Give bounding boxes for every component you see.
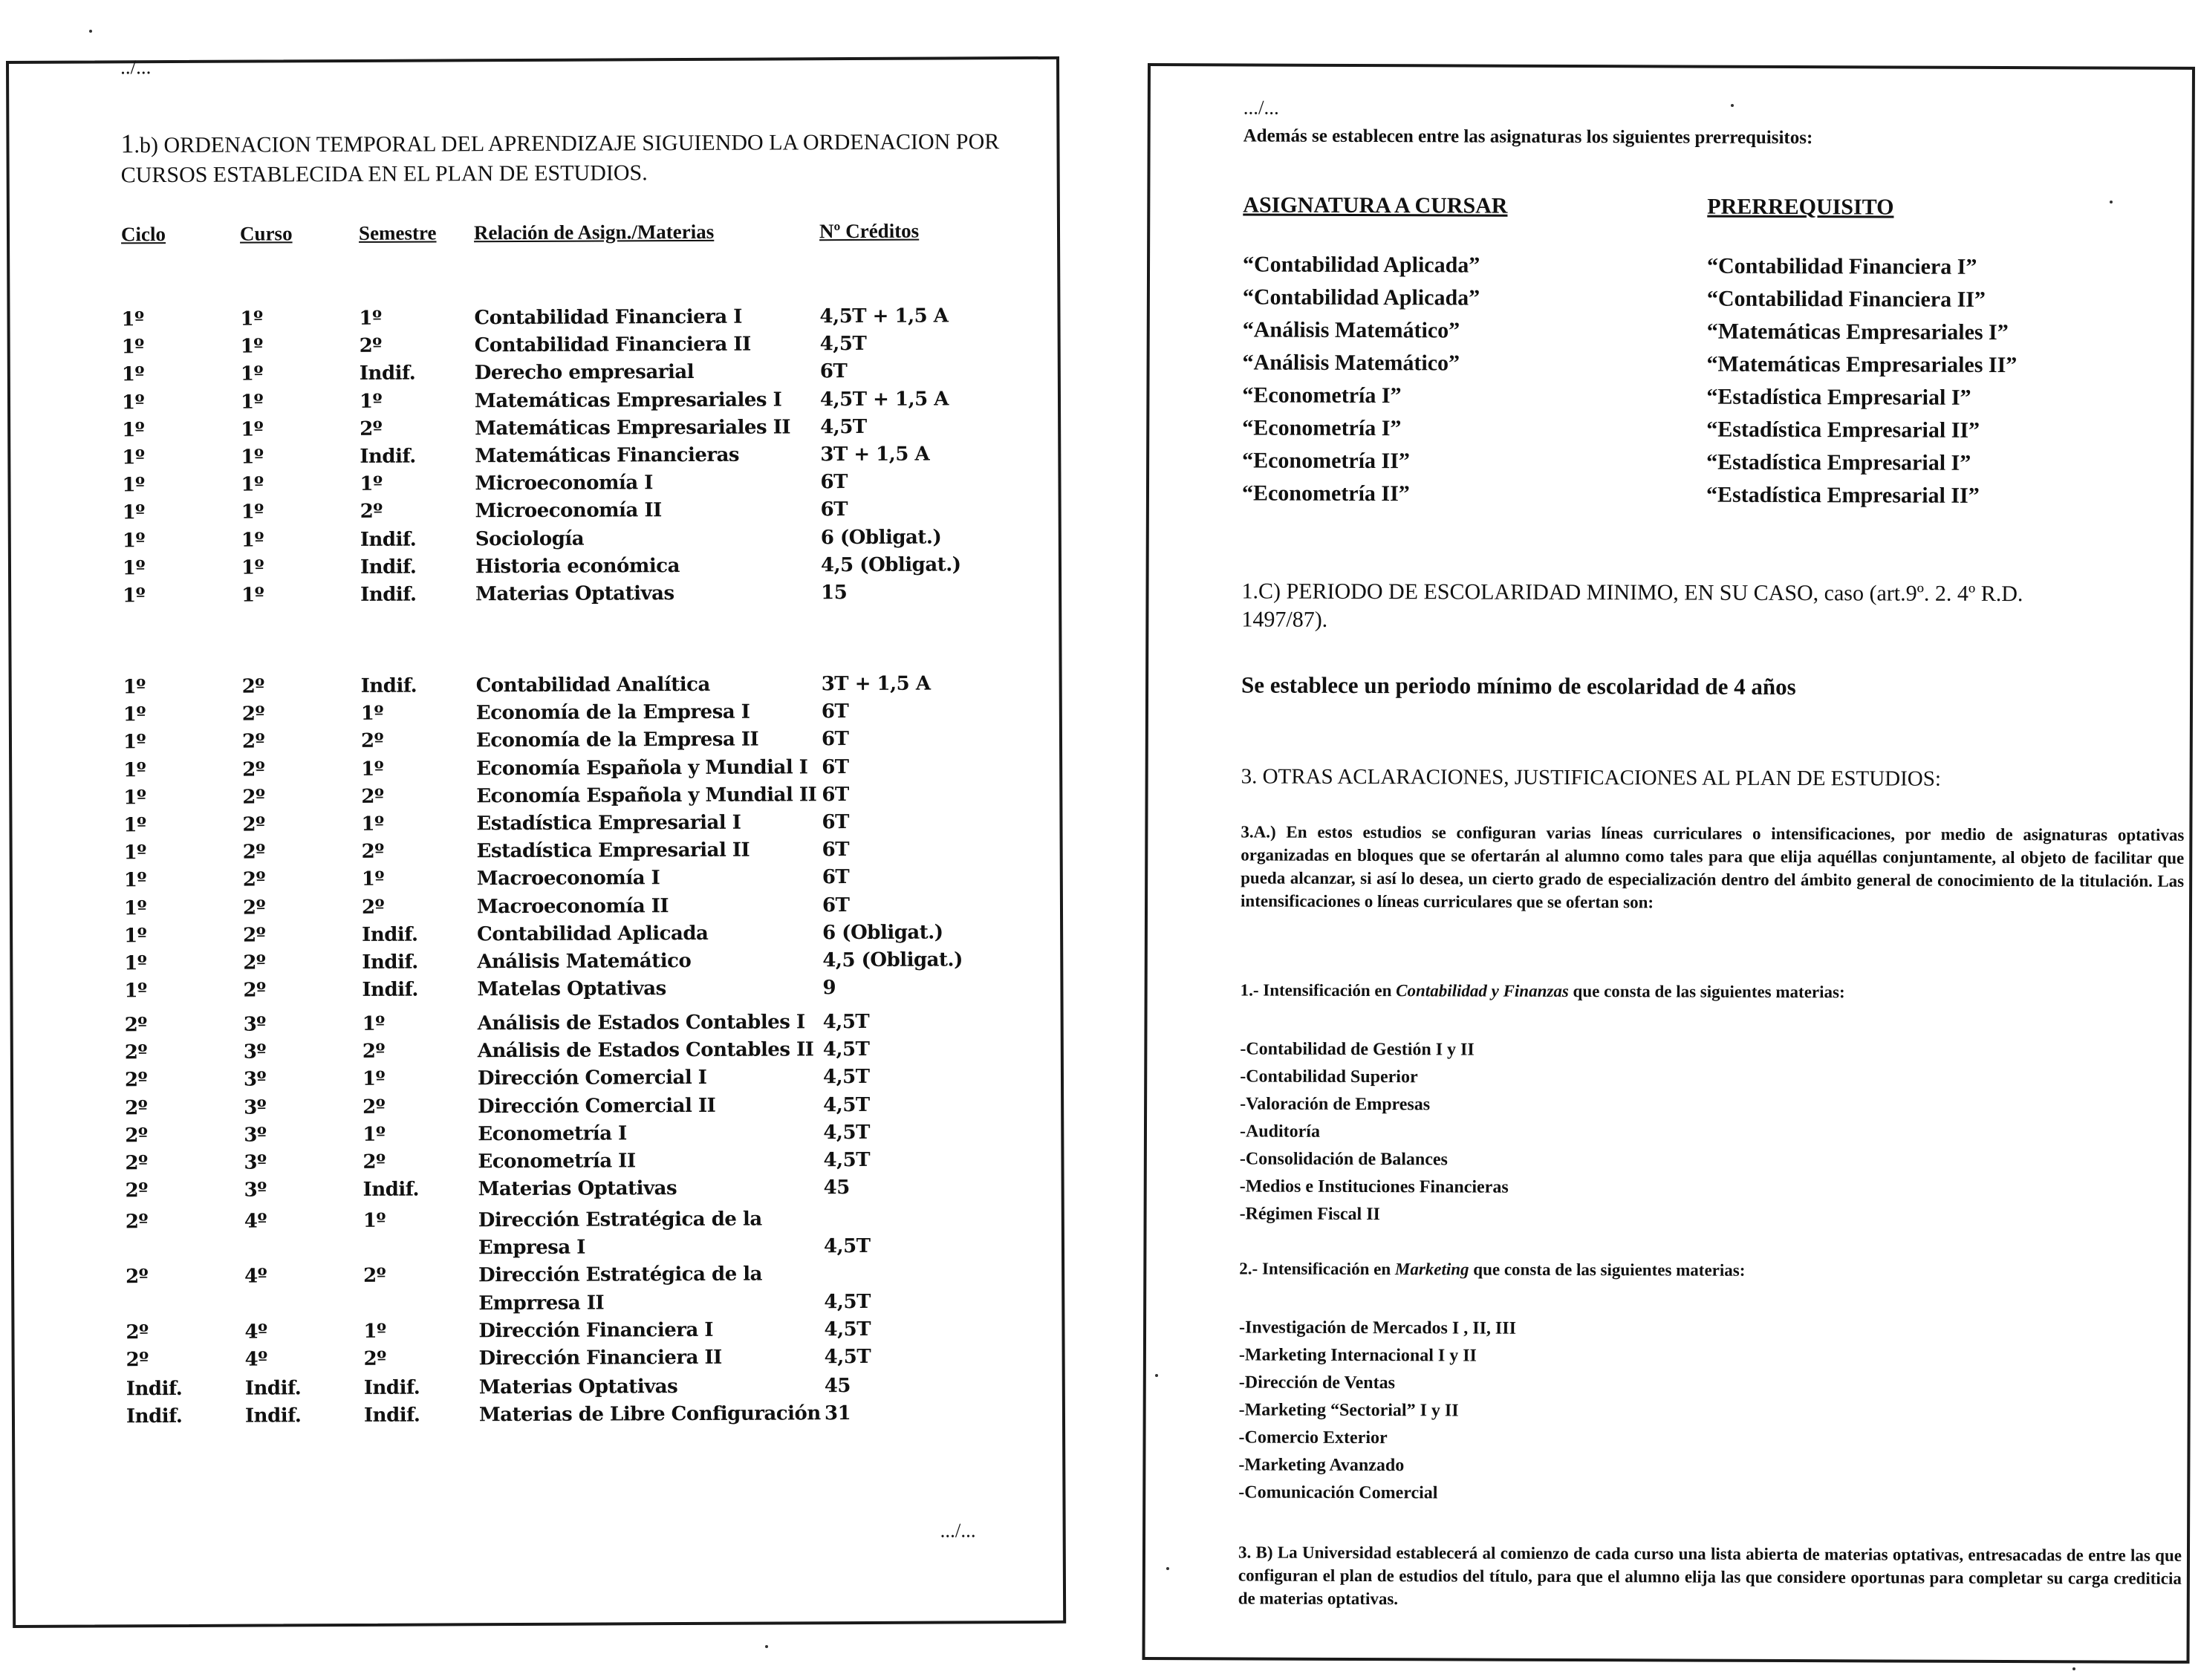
cell-asignatura: Matemáticas Empresariales I <box>474 388 782 412</box>
continuation-mark-bottom: .../... <box>940 1519 976 1542</box>
intensification-1-name: Contabilidad y Finanzas <box>1396 981 1569 1000</box>
header-ciclo: Ciclo <box>120 223 166 246</box>
cell-ciclo: 1º <box>121 363 145 386</box>
cell-semestre: Indif. <box>360 556 417 579</box>
cell-asignatura: Historia económica <box>475 554 680 579</box>
cell-ciclo: 1º <box>122 501 145 524</box>
cell-creditos: 4,5T <box>823 1093 870 1116</box>
intensification-2-title <box>1239 1254 1745 1283</box>
cell-semestre: 1º <box>359 390 383 413</box>
cell-asignatura: Economía de la Empresa II <box>475 728 759 752</box>
cell-ciclo: 2º <box>126 1349 149 1372</box>
table-row <box>12 783 1059 814</box>
cell-curso: 2º <box>243 951 266 974</box>
cell-creditos: 45 <box>823 1176 850 1199</box>
cell-curso: 1º <box>241 556 264 579</box>
cell-asignatura: Contabilidad Aplicada <box>477 922 709 946</box>
table-row <box>15 1345 1062 1376</box>
cell-ciclo: 1º <box>122 529 145 552</box>
scan-speck <box>765 1645 768 1648</box>
cell-ciclo: 2º <box>125 1096 148 1119</box>
cell-creditos: 6T <box>822 839 850 862</box>
cell-semestre: Indif. <box>360 445 416 468</box>
cell-ciclo: 2º <box>124 1069 148 1092</box>
cell-curso: 2º <box>241 730 265 754</box>
table-row <box>12 727 1059 758</box>
list-item: -Medios e Instituciones Financieras <box>1239 1176 1509 1197</box>
cell-creditos: 3T + 1,5 A <box>820 443 930 466</box>
table-row <box>13 1010 1061 1041</box>
right-document-page <box>1142 63 2194 1664</box>
section-3-title: 3. OTRAS ACLARACIONES, JUSTIFICACIONES AL PLAN DE ESTUDIOS: <box>1241 764 1942 791</box>
cell-curso: 2º <box>242 896 266 919</box>
cell-semestre: Indif. <box>360 583 417 606</box>
cell-asignatura: Dirección Estratégica de la <box>478 1263 763 1287</box>
cell-semestre: 1º <box>362 1012 385 1035</box>
header-creditos: Nº Créditos <box>819 219 920 243</box>
cell-curso: 1º <box>241 446 264 469</box>
cell-curso: 1º <box>241 501 264 524</box>
cell-asignatura: Economía Española y Mundial I <box>476 755 808 780</box>
cell-semestre: Indif. <box>362 923 418 946</box>
cell-creditos: 4,5T <box>822 1038 870 1061</box>
cell-asignatura: Econometría II <box>478 1150 636 1173</box>
cell-creditos: 6T <box>822 866 850 889</box>
header-prerrequisito: PRERREQUISITO <box>1707 194 1894 220</box>
cell-ciclo: 1º <box>123 814 146 837</box>
left-document-page <box>6 56 1066 1628</box>
cell-semestre: 2º <box>360 417 383 440</box>
table-row <box>13 976 1060 1007</box>
intensification-2-suffix: que consta de las siguientes materias: <box>1469 1260 1746 1280</box>
cell-ciclo: 1º <box>124 980 147 1003</box>
intensification-1-list <box>1240 1035 1509 1228</box>
cell-asignatura: Análisis Matemático <box>477 949 692 974</box>
table-row <box>13 948 1060 980</box>
cell-creditos: 6 (Obligat.) <box>820 526 942 549</box>
scan-speck <box>2072 1667 2075 1670</box>
table-row <box>13 1148 1061 1179</box>
intensification-2-prefix: 2.- Intensificación en <box>1239 1259 1395 1279</box>
prereq-subject: “Econometría I” <box>1242 382 1402 408</box>
cell-creditos: 4,5T <box>823 1148 871 1172</box>
cell-ciclo: 2º <box>124 1014 147 1037</box>
cell-asignatura: Matelas Optativas <box>477 977 666 1001</box>
table-row <box>12 700 1059 731</box>
section-heading-number: 1 <box>120 128 134 159</box>
cell-curso: 1º <box>241 473 264 496</box>
cell-curso: Indif. <box>244 1404 302 1427</box>
cell-creditos: 45 <box>824 1375 851 1398</box>
list-item: -Comunicación Comercial <box>1238 1482 1438 1503</box>
table-row <box>13 838 1060 869</box>
cell-creditos: 4,5T <box>822 1066 870 1089</box>
header-curso: Curso <box>239 222 293 245</box>
cell-asignatura: Materias Optativas <box>478 1375 678 1399</box>
cell-curso: 1º <box>241 418 264 441</box>
cell-semestre: 2º <box>363 1150 386 1173</box>
cell-asignatura: Dirección Comercial II <box>478 1094 716 1118</box>
cell-ciclo: 1º <box>122 474 145 497</box>
cell-creditos: 4,5T + 1,5 A <box>819 388 949 411</box>
table-row <box>10 332 1058 363</box>
cell-ciclo: 1º <box>123 703 146 726</box>
table-row <box>13 921 1060 952</box>
cell-semestre: 2º <box>361 785 384 808</box>
cell-creditos: 6T <box>821 700 849 723</box>
table-row <box>13 865 1060 896</box>
prereq-requirement: “Estadística Empresarial I” <box>1706 384 1971 410</box>
cell-ciclo: 2º <box>124 1041 147 1064</box>
cell-semestre: 1º <box>360 472 383 496</box>
cell-asignatura: Econometría I <box>478 1122 627 1146</box>
cell-creditos: 9 <box>822 977 836 1000</box>
cell-semestre: 2º <box>360 730 384 753</box>
cell-creditos: 6T <box>820 471 848 494</box>
prereq-subject: “Econometría II” <box>1242 448 1411 474</box>
cell-creditos: 31 <box>824 1402 851 1425</box>
continuation-mark-top: ../... <box>120 56 152 79</box>
table-row <box>11 525 1059 556</box>
cell-asignatura: Análisis de Estados Contables II <box>477 1038 814 1063</box>
list-item: -Valoración de Empresas <box>1240 1094 1431 1115</box>
cell-creditos: 4,5T + 1,5 A <box>819 305 949 328</box>
table-row <box>13 1121 1061 1152</box>
cell-asignatura: Dirección Financiera II <box>478 1346 722 1370</box>
cell-creditos: 6T <box>822 755 849 778</box>
cell-creditos: 4,5T <box>824 1318 871 1341</box>
cell-creditos: 3T + 1,5 A <box>821 672 931 696</box>
table-row <box>12 810 1059 841</box>
cell-curso: 3º <box>244 1124 267 1147</box>
cell-asignatura: Estadística Empresarial II <box>476 839 750 863</box>
cell-creditos: 6T <box>820 498 848 521</box>
cell-asignatura: Dirección Financiera I <box>478 1318 714 1343</box>
cell-ciclo: 1º <box>122 446 145 469</box>
table-row <box>14 1234 1062 1266</box>
list-item: -Contabilidad Superior <box>1240 1067 1418 1087</box>
intensification-2-name: Marketing <box>1394 1260 1469 1279</box>
cell-semestre: Indif. <box>360 674 417 697</box>
cell-curso: 3º <box>244 1096 267 1119</box>
cell-curso: 3º <box>243 1068 267 1092</box>
cell-curso: 3º <box>244 1151 267 1174</box>
cell-creditos: 4,5T <box>823 1235 871 1258</box>
cell-ciclo: 2º <box>125 1152 148 1175</box>
list-item: -Marketing Avanzado <box>1238 1455 1405 1476</box>
table-row <box>10 415 1058 446</box>
cell-creditos: 4,5T <box>820 415 867 439</box>
header-semestre: Semestre <box>358 221 437 244</box>
cell-ciclo: 1º <box>123 585 146 608</box>
cell-semestre: 1º <box>363 1123 386 1146</box>
table-row <box>10 470 1058 501</box>
cell-asignatura: Materias de Libre Configuración <box>478 1402 821 1427</box>
cell-creditos: 6T <box>819 360 848 383</box>
cell-ciclo: 1º <box>121 308 144 331</box>
cell-semestre: 2º <box>363 1347 386 1370</box>
cell-asignatura: Materias Optativas <box>478 1177 677 1201</box>
cell-semestre: Indif. <box>363 1178 420 1202</box>
prereq-requirement: “Contabilidad Financiera II” <box>1706 286 1986 312</box>
cell-semestre: Indif. <box>363 1376 420 1399</box>
cell-curso: 2º <box>242 841 265 864</box>
table-row <box>15 1374 1062 1405</box>
prerequisites-intro: Además se establecen entre las asignaturas los siguientes prerrequisitos: <box>1243 126 1813 149</box>
cell-curso: 2º <box>241 675 264 698</box>
cell-creditos: 4,5T <box>823 1121 870 1145</box>
cell-curso: 1º <box>241 529 264 552</box>
cell-ciclo: 1º <box>121 391 145 414</box>
cell-ciclo: 2º <box>125 1179 148 1202</box>
cell-creditos: 6T <box>822 811 850 834</box>
cell-semestre: 2º <box>359 334 382 358</box>
cell-asignatura: Microeconomía II <box>475 499 662 523</box>
cell-ciclo: Indif. <box>126 1405 183 1428</box>
scan-speck <box>1155 1374 1158 1377</box>
cell-curso: 3º <box>244 1179 267 1202</box>
list-item: -Comercio Exterior <box>1238 1427 1388 1448</box>
table-row <box>10 443 1058 474</box>
list-item: -Consolidación de Balances <box>1239 1149 1448 1170</box>
table-row <box>14 1318 1062 1349</box>
cell-ciclo: 2º <box>126 1266 149 1289</box>
table-row <box>10 387 1058 418</box>
cell-curso: 1º <box>240 335 263 358</box>
scan-speck <box>2110 201 2113 204</box>
cell-ciclo: 1º <box>123 758 146 781</box>
table-row <box>14 1262 1062 1293</box>
cell-creditos: 4,5T <box>824 1290 871 1313</box>
cell-curso: 2º <box>241 703 265 726</box>
cell-semestre: Indif. <box>363 1404 420 1427</box>
cell-semestre: 2º <box>361 896 385 919</box>
cell-curso: 3º <box>243 1041 266 1064</box>
table-row <box>14 1176 1062 1207</box>
section-3b-paragraph: 3. B) La Universidad establecerá al comienzo de cada curso una lista abierta de materias optativas, entresacadas de entre las que configuran el plan de estudios del título, para que el alumno elija las que considere oportunas para completar su carga crediticia de materias optativas. <box>1238 1543 2182 1609</box>
prereq-requirement: “Estadística Empresarial II” <box>1706 482 1980 508</box>
cell-asignatura: Contabilidad Financiera I <box>474 305 742 330</box>
cell-asignatura: Economía de la Empresa I <box>475 700 750 725</box>
cell-asignatura: Contabilidad Financiera II <box>474 333 751 357</box>
cell-asignatura: Empresa I <box>478 1236 585 1260</box>
prereq-subject: “Econometría I” <box>1242 415 1402 441</box>
cell-semestre: Indif. <box>362 978 418 1002</box>
list-item: -Dirección de Ventas <box>1238 1373 1396 1393</box>
cell-curso: 1º <box>240 391 264 414</box>
cell-ciclo: 1º <box>122 418 145 442</box>
scan-speck <box>1731 104 1734 107</box>
cell-asignatura: Economía Española y Mundial II <box>476 784 817 808</box>
cell-creditos: 4,5 (Obligat.) <box>820 553 961 577</box>
cell-semestre: 2º <box>361 840 384 864</box>
table-row <box>14 1289 1062 1321</box>
cell-semestre: 2º <box>360 501 383 524</box>
cell-ciclo: 2º <box>125 1211 148 1234</box>
list-item: -Contabilidad de Gestión I y II <box>1240 1039 1475 1060</box>
cell-curso: 2º <box>243 979 266 1002</box>
cell-semestre: Indif. <box>362 951 418 974</box>
cell-curso: 2º <box>242 758 265 781</box>
prereq-requirement: “Estadística Empresarial I” <box>1706 449 1971 475</box>
cell-asignatura: Microeconomía I <box>475 472 653 495</box>
cell-asignatura: Macroeconomía I <box>476 867 660 891</box>
cell-asignatura: Matemáticas Financieras <box>475 443 740 468</box>
intensification-1-title <box>1241 976 1845 1006</box>
prereq-subject: “Contabilidad Aplicada” <box>1242 284 1480 310</box>
cell-curso: 4º <box>244 1321 267 1344</box>
table-row <box>12 672 1059 703</box>
list-item: -Régimen Fiscal II <box>1239 1204 1380 1225</box>
header-asignatura: Relación de Asign./Materias <box>473 220 715 244</box>
intensification-1-prefix: 1.- Intensificación en <box>1240 980 1397 1000</box>
cell-ciclo: 2º <box>125 1124 148 1147</box>
cell-curso: 1º <box>240 362 264 386</box>
cell-ciclo: 1º <box>123 841 146 865</box>
cell-semestre: 1º <box>361 758 384 781</box>
cell-semestre: 1º <box>360 702 383 726</box>
cell-curso: 2º <box>242 813 265 836</box>
prereq-requirement: “Matemáticas Empresariales I” <box>1706 319 2009 345</box>
section-1c-line2: 1497/87). <box>1241 607 1328 632</box>
table-row <box>12 755 1059 786</box>
prereq-subject: “Análisis Matemático” <box>1242 350 1460 376</box>
cell-creditos: 4,5T <box>822 1010 870 1034</box>
cell-ciclo: 1º <box>123 676 146 699</box>
table-row <box>13 1038 1061 1069</box>
list-item: -Investigación de Mercados I , II, III <box>1239 1318 1517 1338</box>
cell-ciclo: 1º <box>122 556 146 580</box>
prereq-requirement: “Matemáticas Empresariales II” <box>1706 351 2018 378</box>
cell-asignatura: Emprresa II <box>478 1292 605 1315</box>
cell-curso: 4º <box>244 1265 267 1289</box>
prereq-requirement: “Contabilidad Financiera I” <box>1706 253 1977 279</box>
cell-curso: 1º <box>241 584 264 607</box>
cell-asignatura: Sociología <box>475 527 585 550</box>
cell-ciclo: 1º <box>121 336 144 359</box>
cell-asignatura: Dirección Comercial I <box>477 1067 707 1090</box>
cell-semestre: 2º <box>363 1095 386 1119</box>
cell-ciclo: 1º <box>123 731 146 754</box>
cell-creditos: 6T <box>822 783 849 807</box>
cell-ciclo: 1º <box>123 896 147 919</box>
cell-ciclo: 1º <box>123 869 146 892</box>
scan-speck <box>89 30 92 33</box>
cell-ciclo: 1º <box>124 952 147 975</box>
cell-creditos: 4,5T <box>824 1345 871 1369</box>
list-item: -Marketing “Sectorial” I y II <box>1238 1400 1459 1421</box>
prereq-subject: “Econometría II” <box>1241 481 1410 507</box>
cell-semestre: 1º <box>359 307 382 330</box>
cell-asignatura: Derecho empresarial <box>474 361 695 385</box>
table-row <box>11 553 1059 585</box>
table-row <box>13 1093 1061 1124</box>
table-row <box>10 305 1057 336</box>
cell-ciclo: 1º <box>123 786 146 810</box>
cell-asignatura: Estadística Empresarial I <box>476 811 741 836</box>
cell-asignatura: Análisis de Estados Contables I <box>477 1011 805 1035</box>
header-asignatura-a-cursar: ASIGNATURA A CURSAR <box>1243 192 1508 218</box>
minimum-schooling-statement: Se establece un periodo mínimo de escolaridad de 4 años <box>1241 671 1796 700</box>
table-row <box>13 1065 1061 1096</box>
cell-ciclo: 2º <box>126 1321 149 1344</box>
cell-asignatura: Matemáticas Empresariales II <box>475 416 791 440</box>
cell-semestre: 1º <box>361 813 384 836</box>
cell-semestre: Indif. <box>359 362 416 385</box>
cell-semestre: 1º <box>363 1209 386 1232</box>
table-row <box>13 893 1060 924</box>
cell-semestre: 1º <box>363 1320 386 1343</box>
cell-curso: 2º <box>242 786 265 809</box>
intensification-2-list <box>1238 1314 1516 1507</box>
table-row <box>11 581 1059 612</box>
cell-curso: Indif. <box>244 1377 302 1400</box>
cell-creditos: 4,5 (Obligat.) <box>822 948 963 972</box>
prereq-subject: “Análisis Matemático” <box>1242 317 1460 343</box>
list-item: -Marketing Internacional I y II <box>1238 1345 1477 1366</box>
table-row <box>10 359 1058 391</box>
cell-semestre: 1º <box>361 868 384 891</box>
section-3a-paragraph: 3.A.) En estos estudios se configuran varias líneas curriculares o intensificaciones, por medio de asignaturas optativas organizadas en bloques que se ofertarán al alumno como tales para que elija aquéllas conjuntamente, al objeto de facilitar que pueda alcanzar, si así lo desea, un cierto grado de especialización dentro del ámbito general de conocimiento de la titulación. Las intensificaciones o líneas curriculares que se ofertan son: <box>1241 822 2185 912</box>
section-1c-line1: 1.C) PERIODO DE ESCOLARIDAD MINIMO, EN SU CASO, caso (art.9º. 2. 4º R.D. <box>1241 579 2023 607</box>
cell-asignatura: Macroeconomía II <box>476 894 669 918</box>
cell-creditos: 4,5T <box>819 333 867 356</box>
course-schedule-table <box>9 59 1063 1625</box>
cell-curso: 1º <box>240 307 263 331</box>
cell-creditos: 6T <box>822 893 850 916</box>
table-row <box>11 498 1059 529</box>
section-heading-text: .b) ORDENACION TEMPORAL DEL APRENDIZAJE SIGUIENDO LA ORDENACION POR CURSOS ESTABLECIDA EN EL PLAN DE ESTUDIOS. <box>120 129 1000 188</box>
list-item: -Auditoría <box>1239 1121 1321 1142</box>
table-row <box>14 1207 1062 1238</box>
cell-creditos: 15 <box>821 582 848 605</box>
table-row <box>15 1401 1062 1433</box>
prereq-requirement: “Estadística Empresarial II” <box>1706 417 1980 443</box>
cell-curso: 4º <box>244 1348 267 1371</box>
cell-semestre: Indif. <box>360 528 417 551</box>
cell-semestre: 1º <box>362 1068 386 1091</box>
cell-asignatura: Dirección Estratégica de la <box>478 1208 762 1232</box>
cell-semestre: 2º <box>363 1265 386 1288</box>
cell-semestre: 2º <box>362 1040 385 1064</box>
cell-asignatura: Contabilidad Analítica <box>475 673 710 697</box>
scan-speck <box>1166 1567 1169 1570</box>
cell-creditos: 6T <box>821 728 849 751</box>
intensification-1-suffix: que consta de las siguientes materias: <box>1568 981 1845 1002</box>
cell-curso: 3º <box>243 1013 266 1036</box>
continuation-mark-top-right: .../... <box>1243 96 1279 119</box>
cell-creditos: 6 (Obligat.) <box>822 921 943 945</box>
cell-asignatura: Materias Optativas <box>475 582 674 606</box>
cell-ciclo: 1º <box>124 924 147 948</box>
cell-curso: 2º <box>242 868 265 892</box>
prereq-subject: “Contabilidad Aplicada” <box>1242 252 1480 278</box>
cell-ciclo: Indif. <box>126 1377 183 1401</box>
cell-curso: 2º <box>243 924 266 947</box>
cell-curso: 4º <box>244 1210 267 1233</box>
